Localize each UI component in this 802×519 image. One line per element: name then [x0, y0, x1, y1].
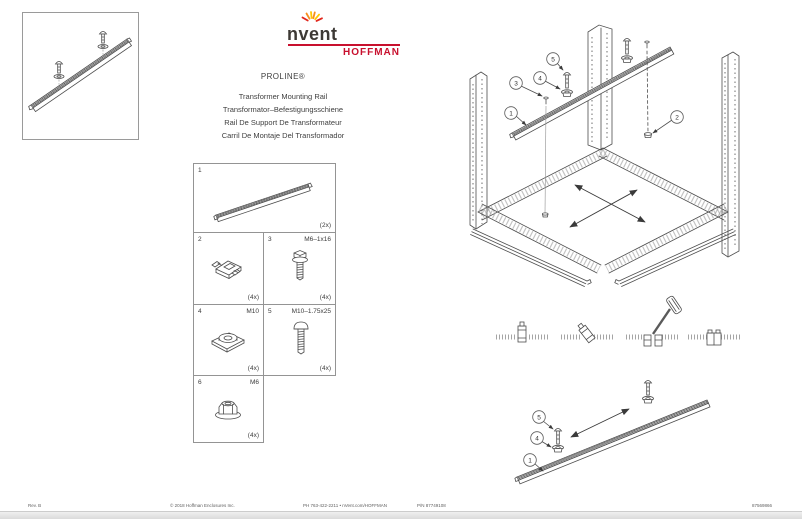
detail-callout-bolt	[533, 411, 553, 429]
part-qty: (4x)	[319, 294, 331, 301]
part-num: 1	[198, 167, 202, 174]
page-edge-strip	[0, 511, 802, 519]
svg-text:5: 5	[537, 414, 541, 422]
base-rail-front-right	[615, 229, 736, 287]
subtitle-en: Transformer Mounting Rail	[238, 92, 328, 101]
mounting-rail-drawing	[210, 173, 316, 225]
install-step-4	[688, 330, 740, 345]
slide-arrow	[571, 409, 629, 437]
callout-4	[534, 72, 560, 89]
bolt-assembly-a	[562, 73, 573, 97]
parts-table	[193, 163, 336, 443]
cage-nut-drawing	[206, 249, 250, 285]
parts-table-cell-5	[263, 304, 336, 376]
title-block	[203, 72, 363, 142]
part-label: M10–1.75x25	[291, 308, 331, 315]
subtitle-fr: Rail De Support De Transformateur	[224, 118, 342, 127]
svg-text:5: 5	[551, 56, 555, 64]
detail-callout-nut	[531, 432, 551, 447]
svg-text:1: 1	[528, 457, 532, 465]
part-label: M10	[246, 308, 259, 315]
install-step-3	[626, 295, 682, 346]
preview-bolt-1	[54, 62, 64, 85]
parts-table-cell-1	[193, 163, 336, 233]
flange-lock-nut-drawing	[209, 393, 247, 423]
bolt-assembly-b	[622, 39, 633, 63]
nvent-spark-icon	[299, 7, 327, 25]
part-num: 3	[268, 236, 272, 243]
part-qty: (4x)	[247, 432, 259, 439]
part-number-label: P/N 87749108	[417, 503, 446, 508]
callout-1	[505, 107, 526, 125]
part-qty: (4x)	[247, 294, 259, 301]
parts-table-cell-2	[193, 232, 264, 305]
detail-bolt-assembly-low	[553, 429, 564, 453]
part-label: M6	[249, 379, 259, 386]
parts-table-cell-4	[193, 304, 264, 376]
subtitle-es: Carril De Montaje Del Transformador	[221, 131, 345, 140]
part-num: 6	[198, 379, 202, 386]
svg-text:2: 2	[675, 114, 679, 122]
part-num: 2	[198, 236, 202, 243]
copyright-label: © 2018 Hoffman Enclosures Inc.	[170, 503, 235, 508]
doc-number-label: 87569866	[752, 503, 773, 508]
rail-preview-figure	[22, 12, 139, 140]
orientation-arrows	[570, 185, 645, 227]
detail-callout-rail	[524, 454, 543, 471]
base-frame	[478, 148, 728, 273]
svg-text:3: 3	[514, 80, 518, 88]
svg-text:4: 4	[538, 75, 542, 83]
product-name: PROLINE®	[260, 72, 306, 81]
part-qty: (4x)	[319, 365, 331, 372]
base-rail-front-left	[471, 229, 592, 287]
callout-5	[547, 53, 563, 70]
parts-table-cell-3	[263, 232, 336, 305]
frame-post-right	[722, 52, 739, 257]
svg-text:4: 4	[535, 435, 539, 443]
subtitle-de: Transformator–Befestigungsschiene	[222, 105, 344, 114]
screwdriver-icon	[653, 295, 682, 334]
hex-flange-bolt-drawing	[285, 248, 315, 286]
part-label: M6–1x16	[304, 236, 331, 243]
part-num: 4	[198, 308, 202, 315]
round-head-bolt-drawing	[290, 319, 312, 359]
nvent-logo: nvent	[287, 24, 338, 44]
rail-detail-diagram	[505, 373, 720, 485]
preview-bolt-2	[98, 32, 108, 55]
detail-bolt-assembly-high	[643, 381, 654, 404]
part-qty: (2x)	[319, 222, 331, 229]
cage-nut-install-steps	[495, 297, 785, 372]
install-step-1	[496, 322, 548, 342]
assembly-diagram	[455, 15, 800, 295]
svg-text:1: 1	[509, 110, 513, 118]
detail-rail	[515, 400, 710, 484]
logo-rule	[288, 44, 400, 46]
revision-label: Rev. B	[28, 503, 42, 508]
contact-label: PH 763-422-2211 • nVent.com/HOFFMAN	[303, 503, 388, 508]
part-qty: (4x)	[247, 365, 259, 372]
hoffman-logo: HOFFMAN	[343, 47, 400, 58]
install-step-2	[561, 322, 613, 343]
screw-b	[645, 41, 652, 138]
callout-2	[653, 111, 683, 133]
slide-nut-drawing	[205, 325, 251, 355]
parts-table-cell-6	[193, 375, 264, 443]
part-num: 5	[268, 308, 272, 315]
rail-preview-drawing	[23, 13, 136, 137]
